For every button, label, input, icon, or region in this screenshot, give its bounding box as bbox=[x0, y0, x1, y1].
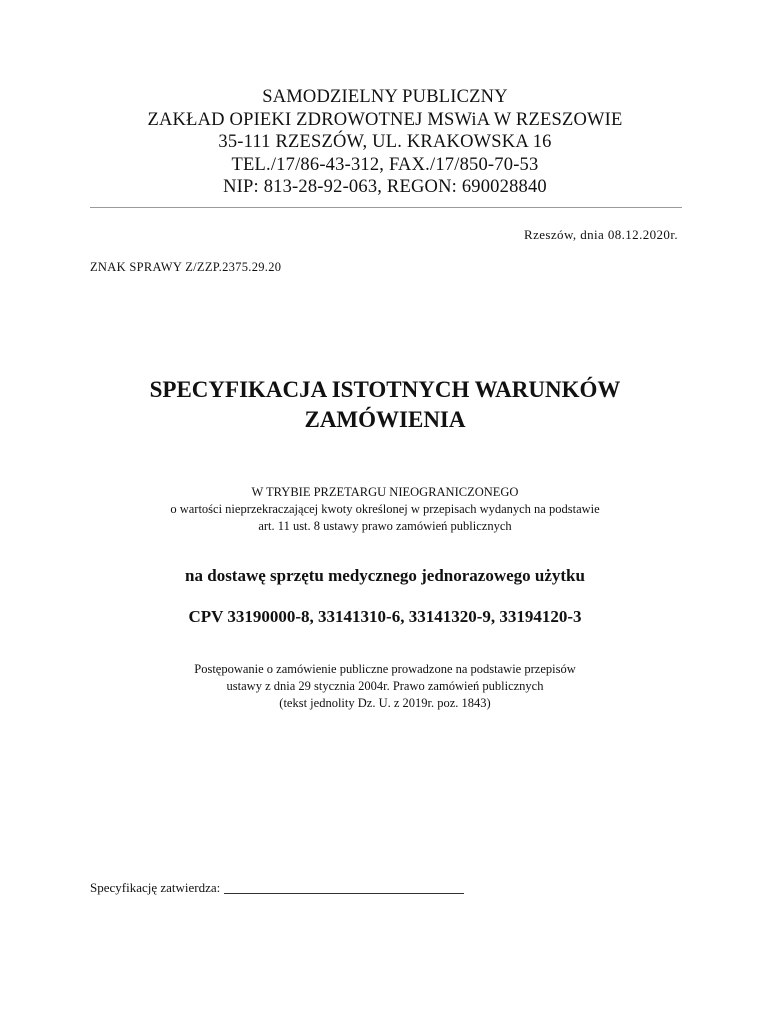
legal-basis bbox=[0, 661, 770, 712]
procedure-line-2: o wartości nieprzekraczającej kwoty określonej w przepisach wydanych na podstawie bbox=[170, 502, 600, 516]
title-line-2: ZAMÓWIENIA bbox=[304, 407, 466, 432]
order-subject: na dostawę sprzętu medycznego jednorazowego użytku bbox=[185, 566, 585, 585]
legal-basis-line-1: Postępowanie o zamówienie publiczne prowadzone na podstawie przepisów bbox=[194, 662, 576, 676]
header-line-tax-ids: NIP: 813-28-92-063, REGON: 690028840 bbox=[223, 177, 547, 197]
procedure-mode bbox=[0, 484, 770, 535]
document-title bbox=[0, 375, 770, 435]
institution-header bbox=[0, 86, 770, 199]
legal-basis-line-3: (tekst jednolity Dz. U. z 2019r. poz. 1843) bbox=[279, 696, 491, 710]
header-divider bbox=[90, 207, 682, 208]
title-line-1: SPECYFIKACJA ISTOTNYCH WARUNKÓW bbox=[149, 377, 621, 402]
header-line-address: 35-111 RZESZÓW, UL. KRAKOWSKA 16 bbox=[218, 132, 552, 152]
header-line-phone: TEL./17/86-43-312, FAX./17/850-70-53 bbox=[231, 154, 539, 175]
case-number: ZNAK SPRAWY Z/ZZP.2375.29.20 bbox=[90, 260, 282, 274]
header-line-name-1: SAMODZIELNY PUBLICZNY bbox=[262, 87, 508, 107]
signature-line bbox=[224, 881, 464, 894]
procedure-line-1: W TRYBIE PRZETARGU NIEOGRANICZONEGO bbox=[251, 485, 519, 499]
procedure-line-3: art. 11 ust. 8 ustawy prawo zamówień publicznych bbox=[258, 519, 512, 533]
document-date: Rzeszów, dnia 08.12.2020r. bbox=[524, 227, 678, 242]
approval-label: Specyfikację zatwierdza: bbox=[90, 880, 221, 895]
header-line-name-2: ZAKŁAD OPIEKI ZDROWOTNEJ MSWiA W RZESZOWIE bbox=[147, 109, 623, 130]
legal-basis-line-2: ustawy z dnia 29 stycznia 2004r. Prawo zamówień publicznych bbox=[226, 679, 544, 693]
cpv-codes: CPV 33190000-8, 33141310-6, 33141320-9, 33194120-3 bbox=[188, 607, 582, 626]
approval-block bbox=[90, 880, 464, 896]
